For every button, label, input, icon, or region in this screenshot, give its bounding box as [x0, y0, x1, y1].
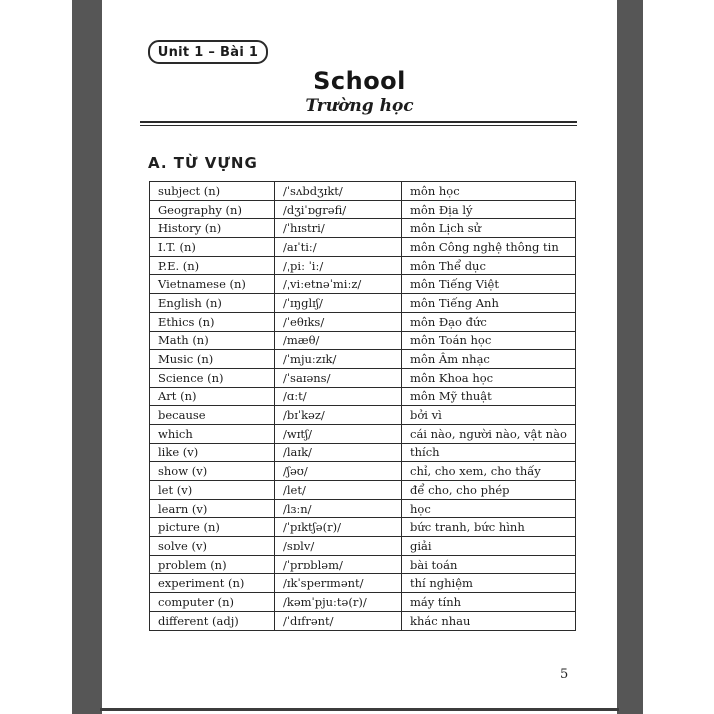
table-cell-pronunciation: /lɜːn/ [275, 499, 402, 518]
table-cell-word: P.E. (n) [150, 256, 275, 275]
table-cell-meaning: thích [402, 443, 576, 462]
table-cell-pronunciation: /kəmˈpjuːtə(r)/ [275, 593, 402, 612]
table-row [150, 537, 576, 556]
table-cell-pronunciation: /let/ [275, 481, 402, 500]
page-title: School [313, 67, 406, 95]
table-cell-pronunciation: /ˈdɪfrənt/ [275, 611, 402, 630]
table-cell-pronunciation: /dʒiˈɒgrəfi/ [275, 200, 402, 219]
double-rule [140, 121, 577, 126]
table-cell-pronunciation: /ˈhɪstri/ [275, 219, 402, 238]
table-cell-word: learn (v) [150, 499, 275, 518]
table-row [150, 424, 576, 443]
table-cell-meaning: thí nghiệm [402, 574, 576, 593]
table-cell-pronunciation: /bɪˈkəz/ [275, 406, 402, 425]
table-cell-meaning: môn Toán học [402, 331, 576, 350]
page-number: 5 [560, 667, 569, 682]
unit-badge: Unit 1 – Bài 1 [148, 40, 268, 64]
table-cell-word: experiment (n) [150, 574, 275, 593]
page-subtitle: Trường học [305, 96, 414, 116]
table-cell-word: solve (v) [150, 537, 275, 556]
table-cell-meaning: môn học [402, 182, 576, 201]
table-cell-meaning: máy tính [402, 593, 576, 612]
table-cell-word: like (v) [150, 443, 275, 462]
table-cell-word: History (n) [150, 219, 275, 238]
table-cell-pronunciation: /ˈsʌbdʒɪkt/ [275, 182, 402, 201]
table-cell-pronunciation: /ˈpɪktʃə(r)/ [275, 518, 402, 537]
table-row [150, 499, 576, 518]
table-cell-word: Vietnamese (n) [150, 275, 275, 294]
table-cell-pronunciation: /ˌpiː ˈiː/ [275, 256, 402, 275]
table-cell-pronunciation: /mæθ/ [275, 331, 402, 350]
table-cell-meaning: môn Mỹ thuật [402, 387, 576, 406]
table-row [150, 350, 576, 369]
table-row [150, 443, 576, 462]
table-cell-word: I.T. (n) [150, 238, 275, 257]
table-cell-pronunciation: /ˈeθɪks/ [275, 312, 402, 331]
table-cell-meaning: bởi vì [402, 406, 576, 425]
table-cell-pronunciation: /sɒlv/ [275, 537, 402, 556]
table-cell-meaning: môn Tiếng Việt [402, 275, 576, 294]
table-row [150, 200, 576, 219]
table-cell-word: subject (n) [150, 182, 275, 201]
bottom-frame-line [100, 708, 619, 711]
table-cell-word: picture (n) [150, 518, 275, 537]
table-row [150, 238, 576, 257]
table-cell-pronunciation: /aɪˈtiː/ [275, 238, 402, 257]
table-cell-word: Science (n) [150, 368, 275, 387]
table-cell-meaning: môn Thể dục [402, 256, 576, 275]
table-cell-pronunciation: /ˈsaɪəns/ [275, 368, 402, 387]
table-cell-meaning: bức tranh, bức hình [402, 518, 576, 537]
table-cell-meaning: môn Âm nhạc [402, 350, 576, 369]
table-cell-word: Music (n) [150, 350, 275, 369]
table-row [150, 555, 576, 574]
right-frame-bar [617, 0, 643, 714]
table-cell-word: computer (n) [150, 593, 275, 612]
table-cell-meaning: môn Công nghệ thông tin [402, 238, 576, 257]
table-cell-word: Ethics (n) [150, 312, 275, 331]
table-row [150, 387, 576, 406]
table-row [150, 406, 576, 425]
table-cell-word: because [150, 406, 275, 425]
table-row [150, 219, 576, 238]
table-row [150, 481, 576, 500]
table-cell-meaning: môn Địa lý [402, 200, 576, 219]
table-cell-pronunciation: /ˈmjuːzɪk/ [275, 350, 402, 369]
left-frame-bar [72, 0, 102, 714]
table-row [150, 368, 576, 387]
table-row [150, 518, 576, 537]
table-cell-word: problem (n) [150, 555, 275, 574]
table-cell-meaning: để cho, cho phép [402, 481, 576, 500]
table-cell-word: different (adj) [150, 611, 275, 630]
table-cell-pronunciation: /ˈɪŋglɪʃ/ [275, 294, 402, 313]
table-row [150, 611, 576, 630]
table-cell-word: which [150, 424, 275, 443]
table-cell-meaning: giải [402, 537, 576, 556]
table-row [150, 182, 576, 201]
table-cell-meaning: môn Tiếng Anh [402, 294, 576, 313]
table-cell-meaning: môn Đạo đức [402, 312, 576, 331]
table-cell-meaning: môn Khoa học [402, 368, 576, 387]
table-cell-pronunciation: /ɑːt/ [275, 387, 402, 406]
table-cell-meaning: cái nào, người nào, vật nào [402, 424, 576, 443]
table-row [150, 331, 576, 350]
section-heading: A. TỪ VỰNG [148, 154, 258, 172]
table-cell-pronunciation: /ʃəʊ/ [275, 462, 402, 481]
table-cell-meaning: chỉ, cho xem, cho thấy [402, 462, 576, 481]
book-page [102, 0, 617, 708]
vocab-table [149, 181, 576, 631]
table-cell-pronunciation: /ˈprɒbləm/ [275, 555, 402, 574]
table-cell-meaning: môn Lịch sử [402, 219, 576, 238]
table-cell-meaning: bài toán [402, 555, 576, 574]
table-cell-word: Art (n) [150, 387, 275, 406]
table-row [150, 462, 576, 481]
table-cell-pronunciation: /ˌviːetnəˈmiːz/ [275, 275, 402, 294]
table-cell-pronunciation: /wɪtʃ/ [275, 424, 402, 443]
table-row [150, 593, 576, 612]
table-cell-word: show (v) [150, 462, 275, 481]
table-cell-meaning: khác nhau [402, 611, 576, 630]
table-row [150, 294, 576, 313]
table-cell-word: English (n) [150, 294, 275, 313]
table-cell-meaning: học [402, 499, 576, 518]
table-cell-word: let (v) [150, 481, 275, 500]
table-cell-word: Geography (n) [150, 200, 275, 219]
table-cell-word: Math (n) [150, 331, 275, 350]
table-row [150, 256, 576, 275]
table-row [150, 574, 576, 593]
table-cell-pronunciation: /ɪkˈsperɪmənt/ [275, 574, 402, 593]
vocab-table-body [150, 182, 576, 631]
table-cell-pronunciation: /laɪk/ [275, 443, 402, 462]
table-row [150, 312, 576, 331]
table-row [150, 275, 576, 294]
